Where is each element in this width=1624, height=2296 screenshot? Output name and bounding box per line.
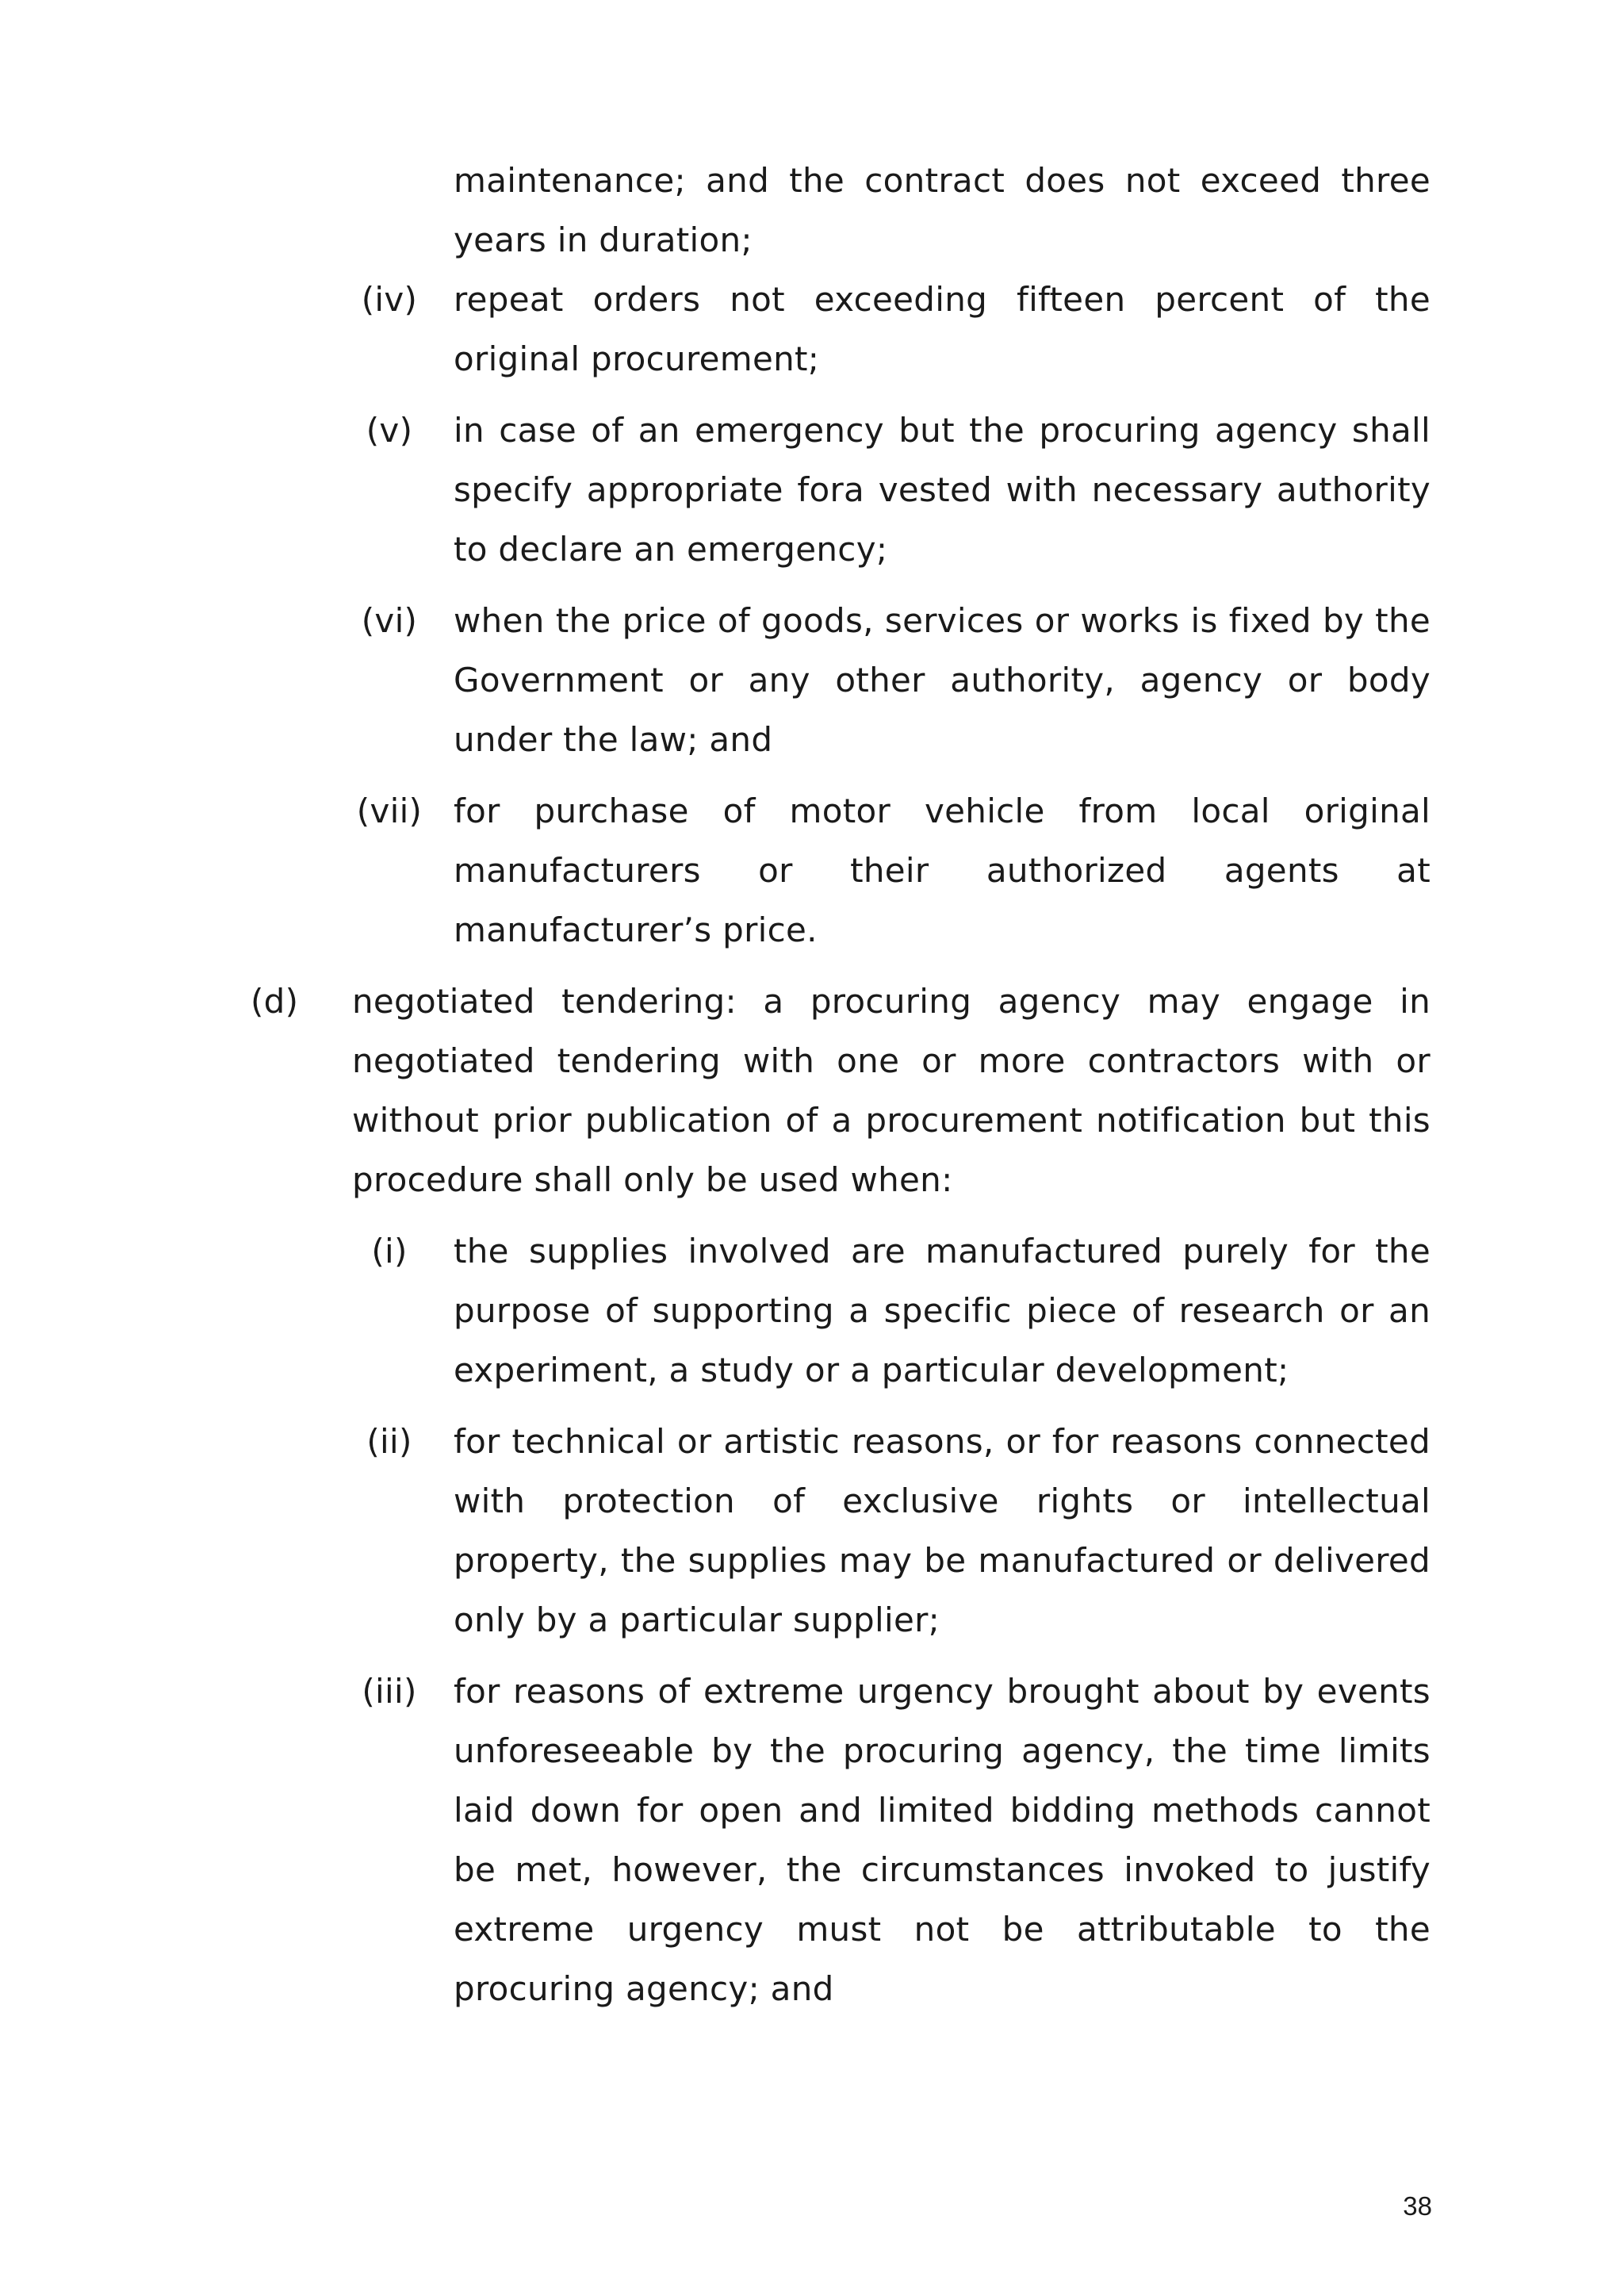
list-item-d-iii (346, 1662, 1431, 2018)
list-item-c-vi (346, 591, 1431, 769)
list-item-d (251, 972, 1431, 1209)
list-number: (v) (366, 411, 413, 450)
list-text: negotiated tendering: a procuring agency may engage in negotiated tendering with one or more contractors with or without prior publication of a procurement notification but this procedure shall only be used when: (352, 982, 1431, 1199)
continuation-paragraph (346, 151, 1431, 270)
list-number: (ii) (366, 1422, 412, 1461)
list-item-c-vii (346, 781, 1431, 960)
list-text: in case of an emergency but the procuring agency shall specify appropriate fora vested with necessary authority to declare an emergency; (454, 411, 1431, 569)
list-text: for reasons of extreme urgency brought about by events unforeseeable by the procuring agency, the time limits laid down for open and limited bidding methods cannot be met, however, the circumstances invoked to justify extreme urgency must not be attributable to the procuring agency; and (454, 1672, 1431, 2008)
list-item-d-i (346, 1221, 1431, 1400)
list-number: (iv) (361, 280, 418, 319)
list-number: (d) (251, 982, 299, 1021)
list-number: (vii) (356, 792, 423, 830)
list-text: the supplies involved are manufactured purely for the purpose of supporting a specific piece of research or an experiment, a study or a particular development; (454, 1232, 1431, 1389)
list-text: repeat orders not exceeding fifteen percent of the original procurement; (454, 280, 1431, 378)
list-item-c-iv (346, 270, 1431, 389)
list-item-c-v (346, 401, 1431, 579)
continuation-text: maintenance; and the contract does not exceed three years in duration; (454, 161, 1431, 259)
list-number: (i) (371, 1232, 408, 1271)
list-item-d-ii (346, 1412, 1431, 1650)
list-text: when the price of goods, services or works is fixed by the Government or any other authority, agency or body under the law; and (454, 601, 1431, 759)
list-number: (vi) (361, 601, 418, 640)
list-text: for technical or artistic reasons, or for reasons connected with protection of exclusive rights or intellectual property, the supplies may be manufactured or delivered only by a particular supplier; (454, 1422, 1431, 1639)
list-number: (iii) (362, 1672, 417, 1711)
list-text: for purchase of motor vehicle from local original manufacturers or their authorized agents at manufacturer’s price. (454, 792, 1431, 949)
page-number: 38 (1403, 2191, 1432, 2221)
